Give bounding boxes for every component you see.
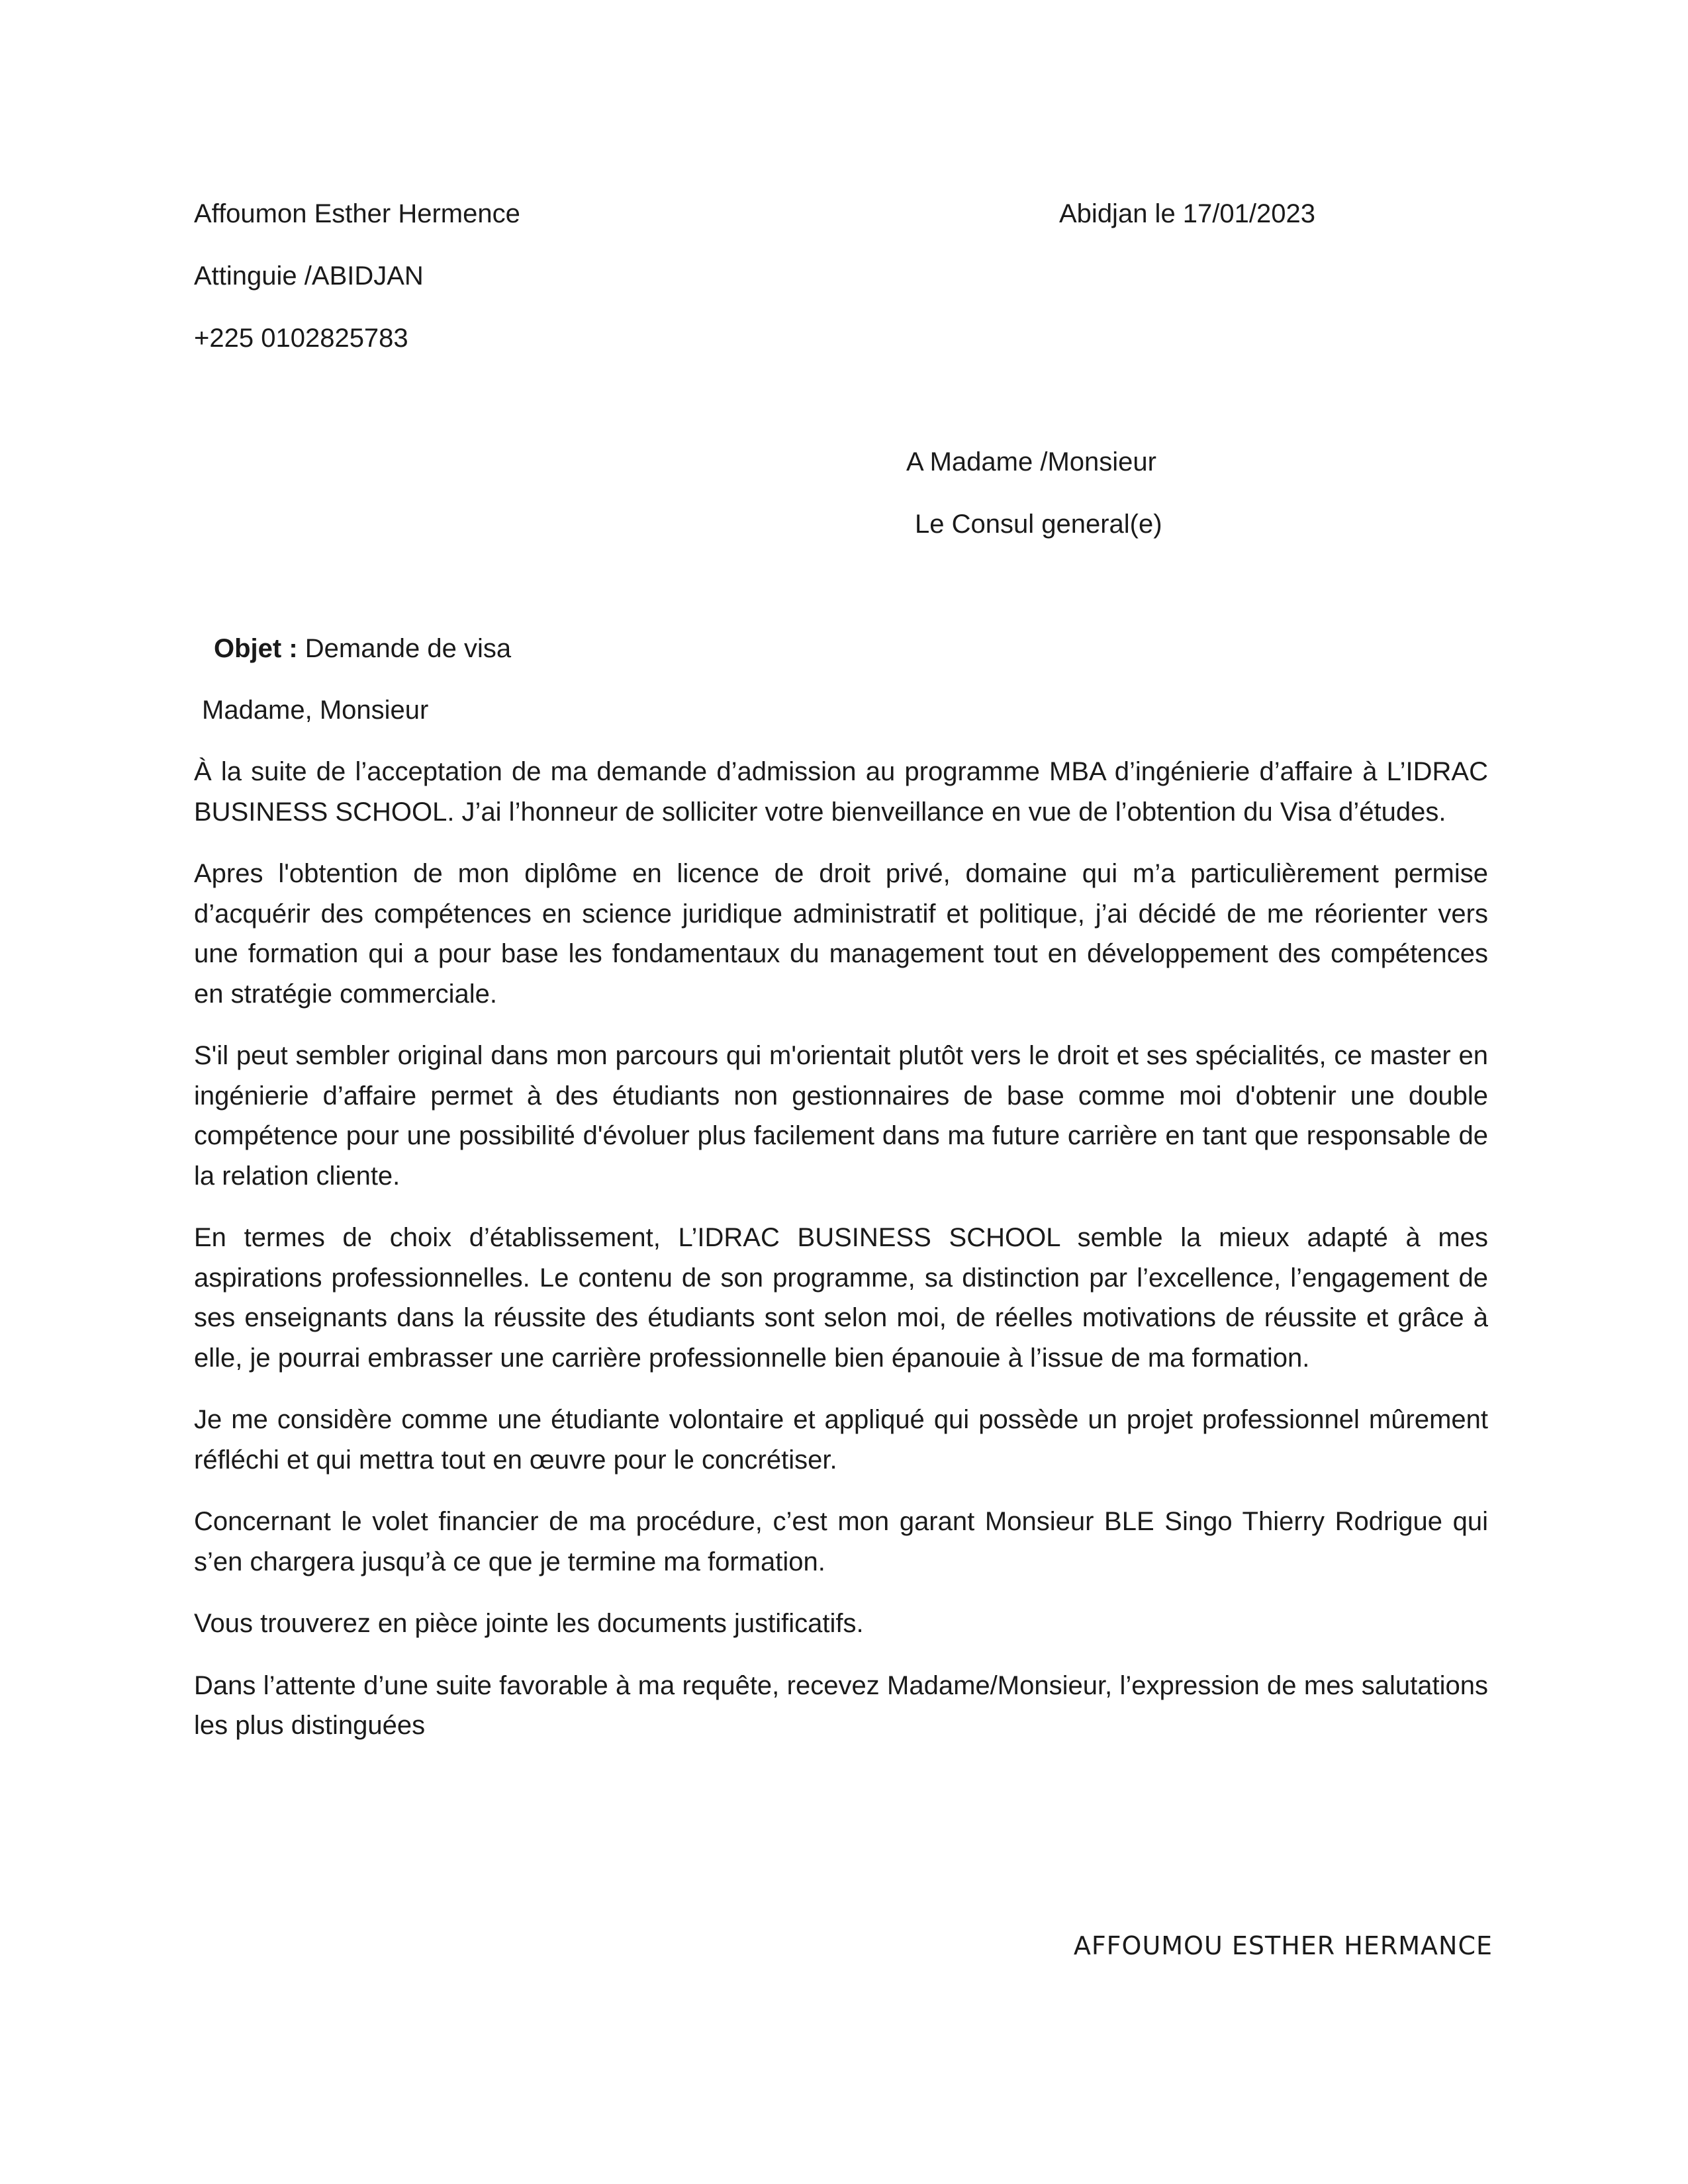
letter-body	[194, 752, 1488, 1768]
salutation: Madame, Monsieur	[202, 696, 429, 725]
subject-line	[214, 629, 511, 668]
paragraph-1: À la suite de l’acceptation de ma demande d’admission au programme MBA d’ingénierie d’affaire à L’IDRAC BUSINESS SCHOOL. J’ai l’honneur de solliciter votre bienveillance en vue de l’obtention du Visa d’études.	[194, 757, 1488, 827]
subject-text: Demande de visa	[297, 634, 512, 663]
paragraph-3: S'il peut sembler original dans mon parcours qui m'orientait plutôt vers le droit et ses spécialités, ce master en ingénierie d’affaire permet à des étudiants non gestionnaires de base comme moi d'obtenir une double compétence pour une possibilité d'évoluer plus facilement dans ma future carrière en tant que responsable de la relation cliente.	[194, 1041, 1488, 1191]
paragraph-2: Apres l'obtention de mon diplôme en licence de droit privé, domaine qui m’a particulièrement permise d’acquérir des compétences en science juridique administratif et politique, j’ai décidé de me réorienter vers une formation qui a pour base les fondamentaux du management tout en développement des compétences en stratégie commerciale.	[194, 859, 1488, 1009]
sender-phone: +225 0102825783	[194, 324, 408, 353]
recipient-line-1: A Madame /Monsieur	[906, 447, 1156, 477]
paragraph-6: Concernant le volet financier de ma procédure, c’est mon garant Monsieur BLE Singo Thierry Rodrigue qui s’en chargera jusqu’à ce que je termine ma formation.	[194, 1507, 1488, 1576]
signature: AFFOUMOU ESTHER HERMANCE	[1073, 1931, 1493, 1960]
paragraph-7: Vous trouverez en pièce jointe les documents justificatifs.	[194, 1609, 864, 1638]
paragraph-8: Dans l’attente d’une suite favorable à ma requête, recevez Madame/Monsieur, l’expression de mes salutations les plus distinguées	[194, 1670, 1488, 1740]
paragraph-4: En termes de choix d’établissement, L’IDRAC BUSINESS SCHOOL semble la mieux adapté à mes aspirations professionnelles. Le contenu de son programme, sa distinction par l’excellence, l’engagement de ses enseignants dans la réussite des étudiants sont selon moi, de réelles motivations de réussite et grâce à elle, je pourrai embrasser une carrière professionnelle bien épanouie à l’issue de ma formation.	[194, 1223, 1488, 1373]
recipient-line-2: Le Consul general(e)	[915, 510, 1162, 539]
subject-label: Objet :	[214, 634, 298, 663]
sender-address: Attinguie /ABIDJAN	[194, 261, 424, 291]
sender-name: Affoumon Esther Hermence	[194, 199, 520, 228]
paragraph-5: Je me considère comme une étudiante volontaire et appliqué qui possède un projet professionnel mûrement réfléchi et qui mettra tout en œuvre pour le concrétiser.	[194, 1405, 1488, 1475]
place-date: Abidjan le 17/01/2023	[1059, 199, 1315, 228]
